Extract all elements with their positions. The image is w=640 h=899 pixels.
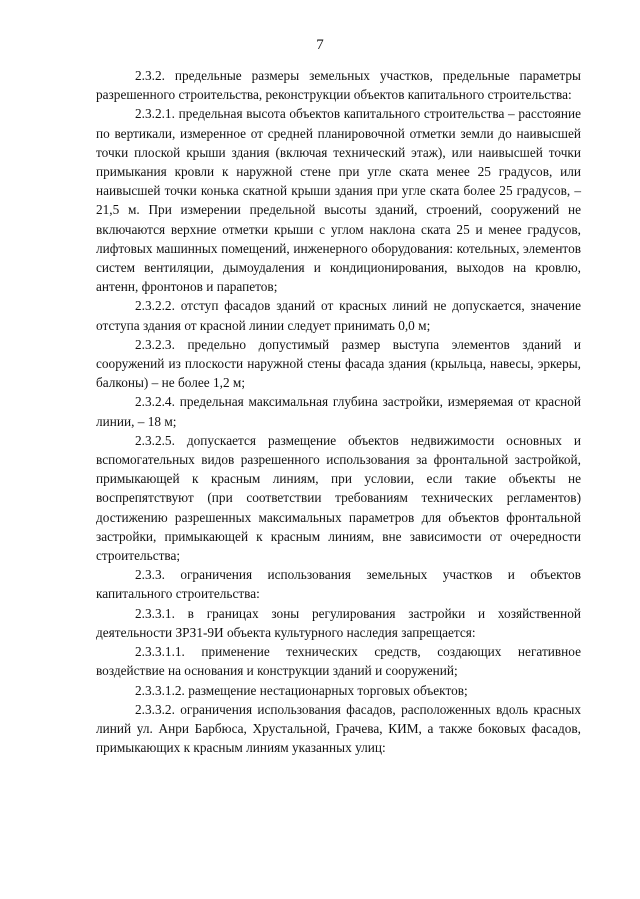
paragraph-2-3-3-1-1: 2.3.3.1.1. применение технических средств, создающих негативное воздействие на основания и конструкции зданий и сооружений; (96, 644, 581, 679)
paragraph-2-3-3-2: 2.3.3.2. ограничения использования фасадов, расположенных вдоль красных линий ул. Анри Барбюса, Хрустальной, Грачева, КИМ, а также боковых фасадов, примыкающих к красным линиям указанных улиц: (96, 701, 581, 756)
paragraph-2-3-2-4: 2.3.2.4. предельная максимальная глубина застройки, измеряемая от красной линии, – 18 м; (96, 394, 581, 429)
paragraph-2-3-3: 2.3.3. ограничения использования земельных участков и объектов капитального строительства: (96, 567, 581, 602)
paragraph-2-3-2-2: 2.3.2.2. отступ фасадов зданий от красных линий не допускается, значение отступа здания от красной линии следует принимать 0,0 м; (96, 298, 581, 333)
page-number: 7 (316, 37, 324, 53)
paragraph-2-3-2: 2.3.2. предельные размеры земельных участков, предельные параметры разрешенного строительства, реконструкции объектов капитального строительства: (96, 68, 581, 103)
paragraph-2-3-2-1: 2.3.2.1. предельная высота объектов капитального строительства – расстояние по вертикали, измеренное от средней планировочной отметки земли до наивысшей точки плоской крыши здания (включая технический этаж), или наивысшей точки примыкания кровли к наружной стене при угле ската менее 25 градусов, или наивысшей точки конька скатной крыши здания при угле ската более 25 градусов, – 21,5 м. При измерении предельной высоты зданий, строений, сооружений не включаются верхние отметки крыши с углом наклона ската 25 и менее градусов, лифтовых машинных помещений, инженерного оборудования: котельных, элементов систем вентиляции, дымоудаления и кондиционирования, выходов на кровлю, антенн, фронтонов и парапетов; (96, 106, 581, 295)
paragraph-2-3-2-5: 2.3.2.5. допускается размещение объектов недвижимости основных и вспомогательных видов разрешенного использования за фронтальной застройкой, примыкающей к красным линиям, при условии, если такие объекты не воспрепятствуют (при соответствии требованиям технических регламентов) достижению разрешенных максимальных параметров для объектов фронтальной застройки, примыкающей к красным линиям, вне зависимости от очередности строительства; (96, 432, 581, 564)
paragraph-2-3-3-1-2: 2.3.3.1.2. размещение нестационарных торговых объектов; (135, 682, 468, 698)
paragraph-2-3-2-3: 2.3.2.3. предельно допустимый размер выступа элементов зданий и сооружений из плоскости наружной стены фасада здания (крыльца, навесы, эркеры, балконы) – не более 1,2 м; (96, 336, 581, 391)
paragraph-2-3-3-1: 2.3.3.1. в границах зоны регулирования застройки и хозяйственной деятельности ЗРЗ1-9И объекта культурного наследия запрещается: (96, 605, 581, 640)
document-body (96, 66, 581, 757)
